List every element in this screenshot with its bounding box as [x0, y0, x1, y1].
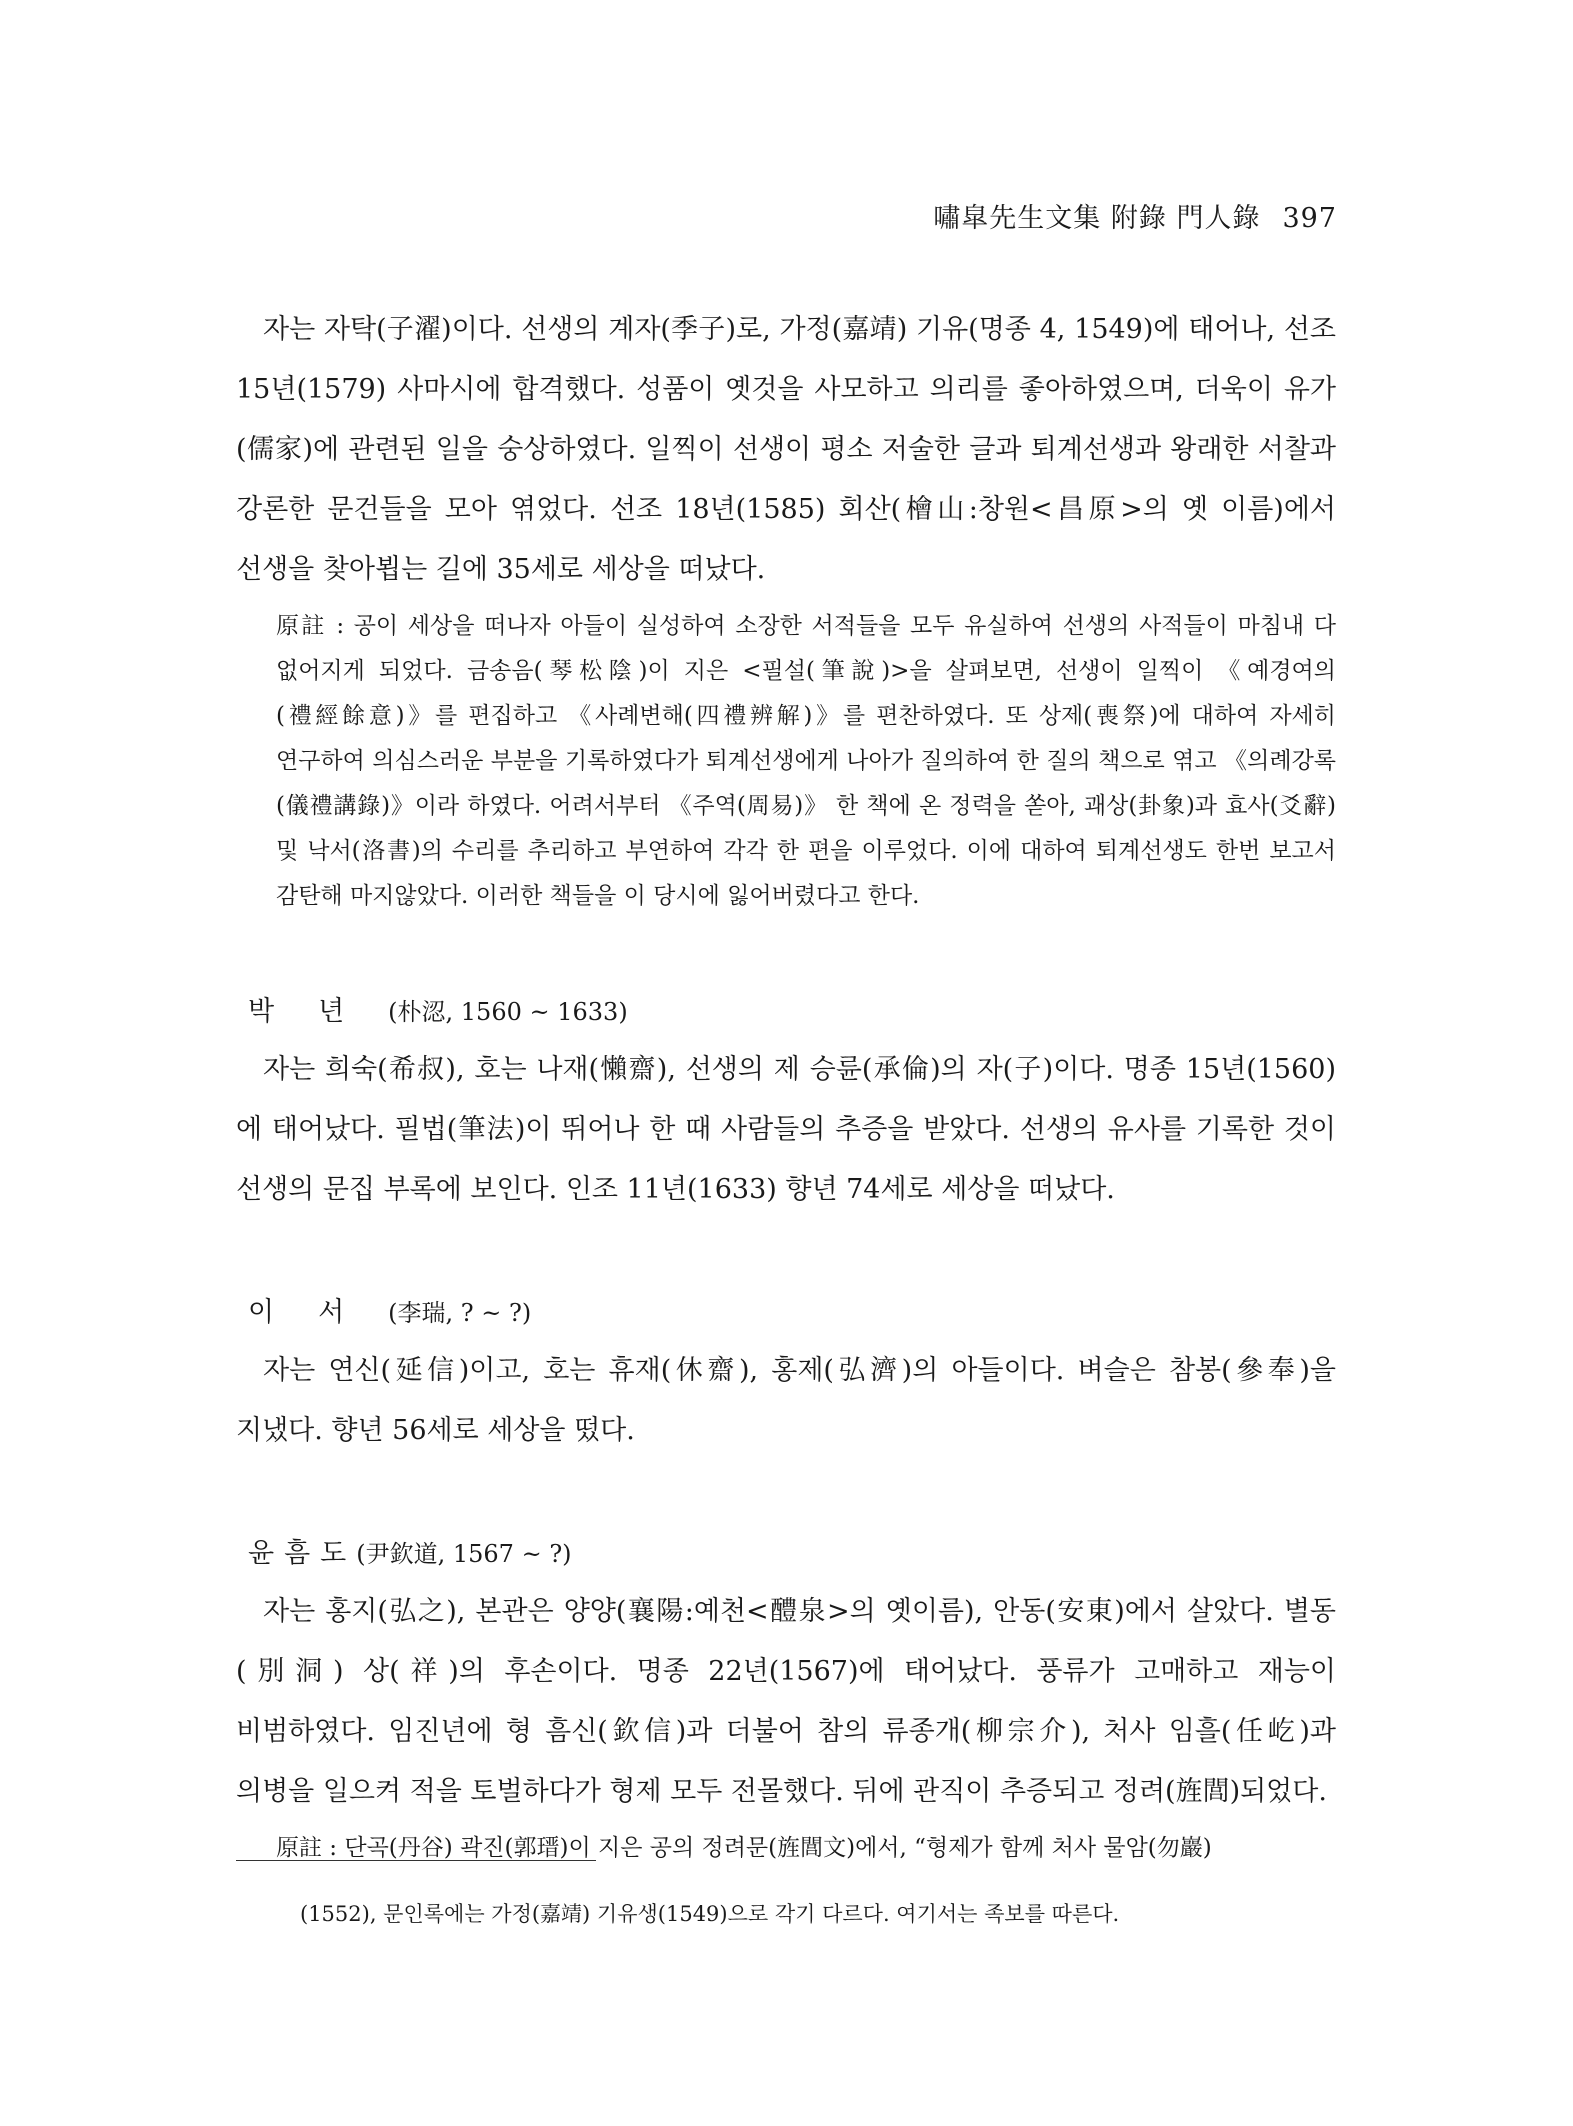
footnote-divider — [236, 1860, 596, 1861]
intro-note: 原註 : 공이 세상을 떠나자 아들이 실성하여 소장한 서적들을 모두 유실하여 선생의 사적들이 마침내 다 없어지게 되었다. 금송음(琴松陰)이 지은 <필설(筆說)>을 살펴보면, 선생이 일찍이 《예경여의(禮經餘意)》를 편집하고 《사례변해(四禮辨解)》를 편찬하였다. 또 상제(喪祭)에 대하여 자세히 연구하여 의심스러운 부분을 기록하였다가 퇴계선생에게 나아가 질의하여 한 질의 책으로 엮고 《의례강록(儀禮講錄)》이라 하였다. 어려서부터 《주역(周易)》 한 책에 온 정력을 쏟아, 괘상(卦象)과 효사(爻辭) 및 낙서(洛書)의 수리를 추리하고 부연하여 각각 한 편을 이루었다. 이에 대하여 퇴계선생도 한번 보고서 감탄해 마지않았다. 이러한 책들을 이 당시에 잃어버렸다고 한다. — [276, 613, 1336, 909]
page-number: 397 — [1282, 203, 1337, 234]
entry-title-yun-heumdo — [248, 1531, 1336, 1570]
page-body — [236, 300, 1336, 1871]
entry-name: 윤흠도 — [248, 1538, 357, 1569]
entry-title-yi-seo — [248, 1290, 1336, 1329]
entry-name: 이서 — [248, 1297, 389, 1328]
entry-name: 박년 — [248, 996, 389, 1027]
entry-paragraph-yi-seo: 자는 연신(延信)이고, 호는 휴재(休齋), 홍제(弘濟)의 아들이다. 벼슬은 참봉(參奉)을 지냈다. 향년 56세로 세상을 떴다. — [236, 1355, 1336, 1446]
entry-dates: (尹欽道, 1567 ~ ?) — [356, 1540, 572, 1568]
entry-paragraph-park-nyeon: 자는 희숙(希叔), 호는 나재(懶齋), 선생의 제 승륜(承倫)의 자(子)이다. 명종 15년(1560)에 태어났다. 필법(筆法)이 뛰어나 한 때 사람들의 추증을 받았다. 선생의 유사를 기록한 것이 선생의 문집 부록에 보인다. 인조 11년(1633) 향년 74세로 세상을 떠났다. — [236, 1054, 1336, 1205]
running-header — [933, 196, 1337, 235]
entry-title-park-nyeon — [248, 989, 1336, 1028]
entry-dates: (朴涊, 1560 ~ 1633) — [388, 998, 628, 1026]
header-title: 嘯皐先生文集 附錄 門人錄 — [933, 203, 1261, 234]
entry-dates: (李瑞, ? ~ ?) — [388, 1299, 532, 1327]
intro-paragraph: 자는 자탁(子濯)이다. 선생의 계자(季子)로, 가정(嘉靖) 기유(명종 4, 1549)에 태어나, 선조 15년(1579) 사마시에 합격했다. 성품이 옛것을 사모하고 의리를 좋아하였으며, 더욱이 유가(儒家)에 관련된 일을 숭상하였다. 일찍이 선생이 평소 저술한 글과 퇴계선생과 왕래한 서찰과 강론한 문건들을 모아 엮었다. 선조 18년(1585) 회산(檜山:창원<昌原>의 옛 이름)에서 선생을 찾아뵙는 길에 35세로 세상을 떠났다. — [236, 314, 1336, 585]
entry-note-yun-heumdo: 原註 : 단곡(丹谷) 곽진(郭瑨)이 지은 공의 정려문(旌閭文)에서, “형제가 함께 처사 물암(勿巖) — [276, 1835, 1212, 1861]
footnote: (1552), 문인록에는 가정(嘉靖) 기유생(1549)으로 각기 다르다. 여기서는 족보를 따른다. — [300, 1902, 1120, 1926]
entry-paragraph-yun-heumdo: 자는 홍지(弘之), 본관은 양양(襄陽:예천<醴泉>의 옛이름), 안동(安東)에서 살았다. 별동(別洞) 상(祥)의 후손이다. 명종 22년(1567)에 태어났다. 풍류가 고매하고 재능이 비범하였다. 임진년에 형 흠신(欽信)과 더불어 참의 류종개(柳宗介), 처사 임흘(任屹)과 의병을 일으켜 적을 토벌하다가 형제 모두 전몰했다. 뒤에 관직이 추증되고 정려(旌閭)되었다. — [236, 1596, 1336, 1807]
